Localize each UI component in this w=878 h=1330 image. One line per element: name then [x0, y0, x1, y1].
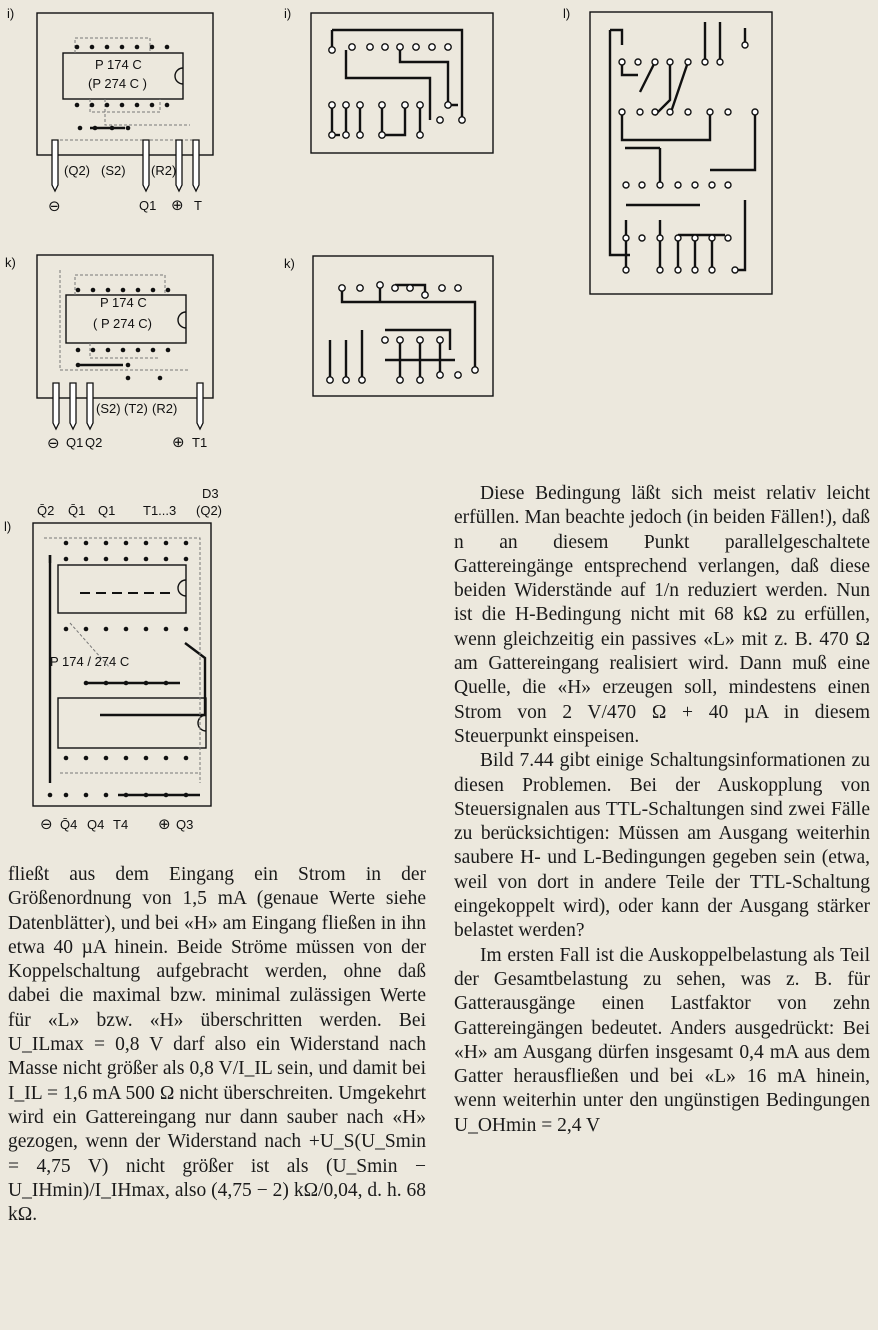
pin-label-t2: (T2)	[124, 401, 148, 416]
ic-alt-type-label: ( P 274 C)	[93, 316, 153, 331]
terminal-q1: Q1	[66, 435, 84, 450]
ic-type-label: P 174 / 274 C	[50, 654, 130, 669]
bottom-label-q4-bar: Q̄4	[60, 817, 78, 832]
top-label-q1: Q1	[98, 503, 116, 518]
paragraph: Bild 7.44 gibt einige Schaltungsinformationen zu diesen Problemen. Bei der Auskopplung von Steuersignalen aus TTL-Schaltungen sind zwei Fälle zu berücksichtigen: Müssen am Ausgang weiterhin saubere H- und L-Bedingungen gegeben sein (etwa, weil von dort in andere Teile der TTL-Schaltung eingekoppelt wird), oder kann der Ausgang stärker belastet werden?	[454, 750, 870, 942]
pin-label-r2: (R2)	[152, 401, 178, 416]
top-label-q2: (Q2)	[196, 503, 222, 518]
terminal-plus: ⊕	[172, 434, 185, 451]
pcb-component-drawing	[0, 250, 230, 455]
bottom-label-plus: ⊕	[158, 816, 171, 833]
figure-label: l)	[4, 519, 12, 534]
ic-type-label: P 174 C	[100, 295, 147, 310]
figure-l-copper-side	[560, 0, 780, 300]
figure-label: i)	[7, 6, 15, 21]
figure-l-component-side	[0, 483, 240, 843]
figure-label: k)	[284, 256, 295, 271]
terminal-t1: T1	[192, 435, 208, 450]
pcb-component-drawing	[0, 0, 230, 215]
top-label-t1-3: T1...3	[143, 503, 177, 518]
top-label-q2-bar: Q̄2	[37, 503, 55, 518]
figure-i-copper-side	[280, 0, 500, 160]
terminal-q2: Q2	[85, 435, 103, 450]
bottom-label-q4: Q4	[87, 817, 105, 832]
paragraph: Diese Bedingung läßt sich meist relativ leicht erfüllen. Man beachte jedoch (in beiden Fällen!), daß n an diesem Punkt parallelgeschaltete Gattereingänge entsprechend verlangen, daß diese beiden Widerstände auf 1/n reduziert werden. Nun ist die H-Bedingung nicht mit 68 kΩ zu erfüllen, wenn gleichzeitig ein passives «L» mit z. B. 470 Ω am Gattereingang realisiert wird. Dann muß eine Quelle, die «H» erzeugen soll, mindestens einen Strom von 2 V/470 Ω + 40 µA in diesem Steuerpunkt einspeisen.	[454, 483, 870, 747]
terminal-t: T	[194, 198, 202, 213]
pcb-copper-drawing	[560, 0, 780, 300]
ic-alt-type-label: (P 274 C )	[88, 76, 148, 91]
pin-label-r2: (R2)	[151, 163, 177, 178]
pin-label-s2: (S2)	[96, 401, 121, 416]
top-label-q1-bar: Q̄1	[68, 503, 86, 518]
bottom-label-q3: Q3	[176, 817, 194, 832]
terminal-minus: ⊖	[48, 198, 61, 215]
figure-label: k)	[5, 255, 16, 270]
paragraph: Im ersten Fall ist die Auskoppelbelastung als Teil der Gesamtbelastung zu sehen, was z. B. für Gatterausgänge einen Lastfaktor von zehn Gattereingängen bedeutet. Anders ausgedrückt: Bei «H» am Ausgang dürfen insgesamt 0,4 mA aus dem Gatter herausfließen und bei «L» 16 mA hinein, wenn weiterhin unter den ungünstigen Bedingungen U_OHmin = 2,4 V	[454, 944, 870, 1136]
pcb-copper-drawing	[280, 0, 500, 160]
terminal-q1: Q1	[139, 198, 157, 213]
ic-type-label: P 174 C	[95, 57, 142, 72]
top-label-d3: D3	[202, 486, 219, 501]
bottom-label-minus: ⊖	[40, 816, 53, 833]
bottom-label-t4: T4	[113, 817, 129, 832]
figure-k-component-side	[0, 250, 230, 455]
pcb-copper-drawing	[280, 250, 500, 400]
figure-k-copper-side	[280, 250, 500, 400]
pin-label-q2: (Q2)	[64, 163, 90, 178]
paragraph: fließt aus dem Eingang ein Strom in der Größenordnung von 1,5 mA (genaue Werte siehe Datenblätter), und bei «H» am Eingang fließen in ihn etwa 40 µA hinein. Beide Ströme müssen von der Koppelschaltung aufgebracht werden, ohne daß dabei die maximal bzw. minimal zulässigen Werte für «L» bzw. «H» überschritten werden. Bei U_ILmax = 0,8 V darf also ein Widerstand nach Masse nicht größer als 0,8 V/I_IL sein, und damit bei I_IL = 1,6 mA 500 Ω nicht überschreiten. Umgekehrt wird ein Gattereingang nur dann sauber nach «H» gezogen, wenn der Widerstand nach +U_S(U_Smin = 4,75 V) nicht größer ist als (U_Smin − U_IHmin)/I_IHmax, also (4,75 − 2) kΩ/0,04, d. h. 68 kΩ.	[8, 864, 426, 1226]
terminal-plus: ⊕	[171, 197, 184, 214]
body-text-left-column	[8, 863, 426, 1227]
figure-label: i)	[284, 6, 292, 21]
figure-i-component-side	[0, 0, 230, 215]
pin-label-s2: (S2)	[101, 163, 126, 178]
figure-label: l)	[563, 6, 571, 21]
body-text-right-column	[454, 482, 870, 1138]
terminal-minus: ⊖	[47, 435, 60, 452]
